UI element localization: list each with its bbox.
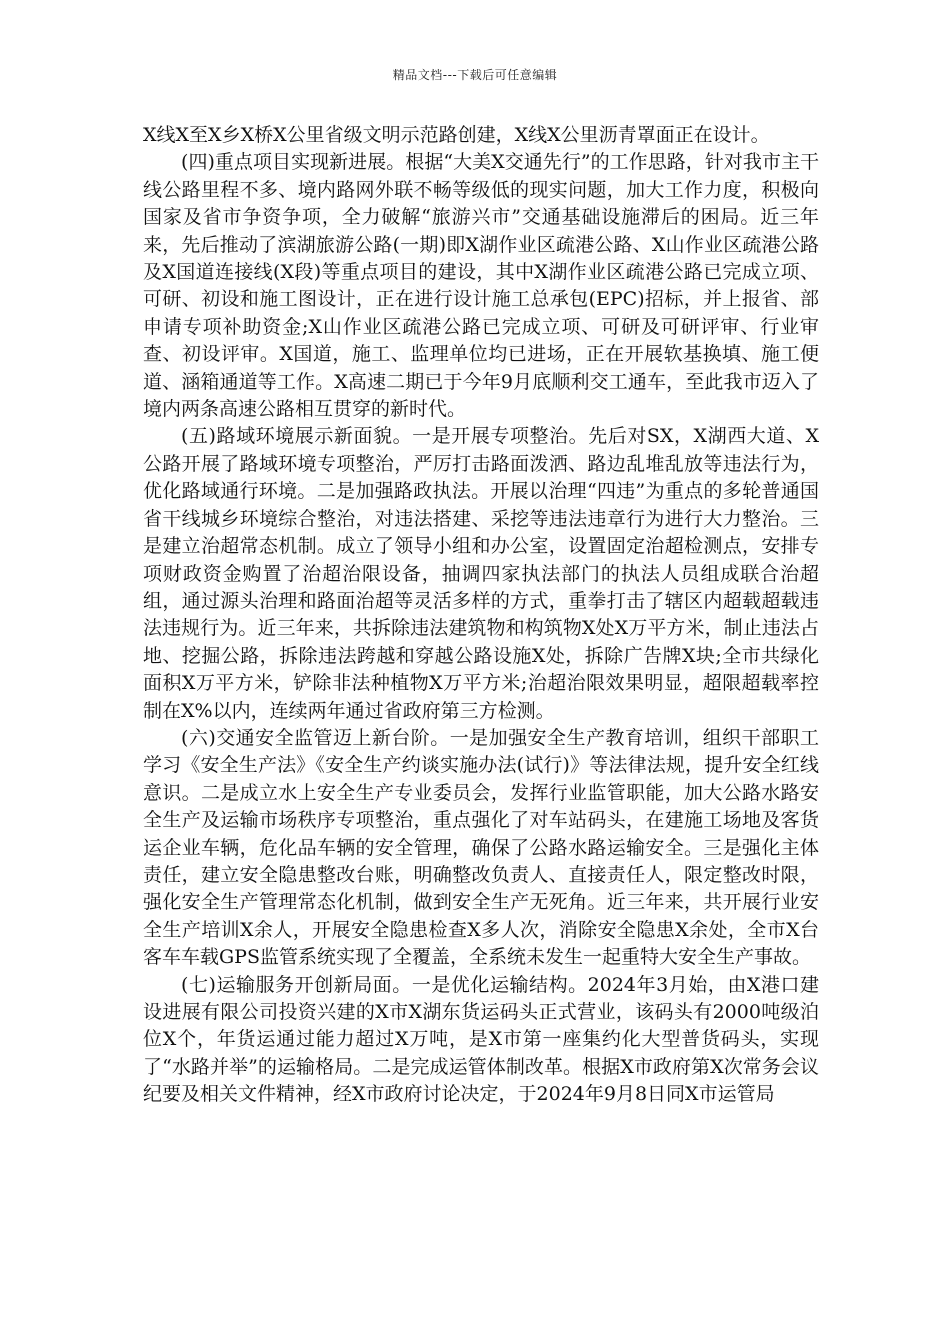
paragraph-key-projects: (四)重点项目实现新进展。根据“大美X交通先行”的工作思路，针对我市主干线公路里程不多、境内路网外联不畅等级低的现实问题，加大工作力度，积极向国家及省市争资争项，全力破解“旅游兴市”交通基础设施滞后的困局。近三年来，先后推动了滨湖旅游公路(一期)即X湖作业区疏港公路、X山作业区疏港公路及X国道连接线(X段)等重点项目的建设，其中X湖作业区疏港公路已完成立项、可研、初设和施工图设计，正在进行设计施工总承包(EPC)招标，并上报省、部申请专项补助资金;X山作业区疏港公路已完成立项、可研及可研评审、行业审查、初设评审。X国道，施工、监理单位均已进场，正在开展软基换填、施工便道、涵箱通道等工作。X高速二期已于今年9月底顺利交工通车，至此我市迈入了境内两条高速公路相互贯穿的新时代。 [143, 151, 819, 421]
paragraph-continuation: X线X至X乡X桥X公里省级文明示范路创建，X线X公里沥青罩面正在设计。 [143, 124, 770, 146]
document-body [143, 122, 819, 1109]
paragraph-traffic-safety: (六)交通安全监管迈上新台阶。一是加强安全生产教育培训，组织干部职工学习《安全生产法》《安全生产约谈实施办法(试行)》等法律法规，提升安全红线意识。二是成立水上安全生产专业委员会，发挥行业监管职能，加大公路水路安全生产及运输市场秩序专项整治，重点强化了对车站码头，在建施工场地及客货运企业车辆，危化品车辆的安全管理，确保了公路水路运输安全。三是强化主体责任，建立安全隐患整改台账，明确整改负责人、直接责任人，限定整改时限，强化安全生产管理常态化机制，做到安全生产无死角。近三年来，共开展行业安全生产培训X余人，开展安全隐患检查X多人次，消除安全隐患X余处，全市X台客车车载GPS监管系统实现了全覆盖，全系统未发生一起重特大安全生产事故。 [143, 726, 819, 969]
page-header: 精品文档---下载后可任意编辑 [392, 68, 558, 82]
paragraph-road-environment: (五)路域环境展示新面貌。一是开展专项整治。先后对SX，X湖西大道、X公路开展了路域环境专项整治，严厉打击路面泼洒、路边乱堆乱放等违法行为，优化路域通行环境。二是加强路政执法。开展以治理“四违”为重点的多轮普通国省干线城乡环境综合整治，对违法搭建、采挖等违法违章行为进行大力整治。三是建立治超常态机制。成立了领导小组和办公室，设置固定治超检测点，安排专项财政资金购置了治超治限设备，抽调四家执法部门的执法人员组成联合治超组，通过源头治理和路面治超等灵活多样的方式，重拳打击了辖区内超载超载违法违规行为。近三年来，共拆除违法建筑物和构筑物X处X万平方米，制止违法占地、挖掘公路，拆除违法跨越和穿越公路设施X处，拆除广告牌X块;全市共绿化面积X万平方米，铲除非法种植物X万平方米;治超治限效果明显，超限超载率控制在X%以内，连续两年通过省政府第三方检测。 [143, 425, 819, 722]
paragraph-transport-service: (七)运输服务开创新局面。一是优化运输结构。2024年3月始，由X港口建设进展有限公司投资兴建的X市X湖东货运码头正式营业，该码头有2000吨级泊位X个，年货运通过能力超过X万吨，是X市第一座集约化大型普货码头，实现了“水路并举”的运输格局。二是完成运管体制改革。根据X市政府第X次常务会议纪要及相关文件精神，经X市政府讨论决定，于2024年9月8日同X市运管局 [143, 973, 819, 1106]
